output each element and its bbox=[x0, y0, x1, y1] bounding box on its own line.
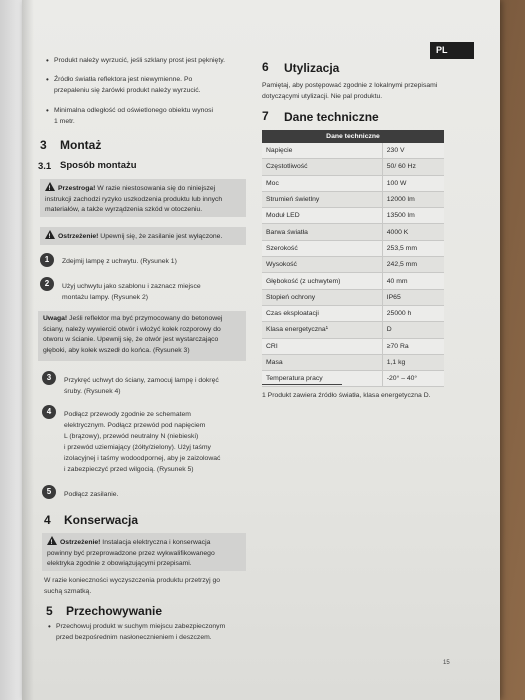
step-text: Użyj uchwytu jako szablonu i zaznacz miejsce bbox=[62, 283, 201, 290]
language-tab: PL bbox=[430, 42, 474, 59]
bullet-continuation: przepaleniu się żarówki produkt należy wyrzucić. bbox=[54, 87, 201, 94]
step-number-circle: 3 bbox=[42, 371, 56, 385]
note-box bbox=[38, 311, 246, 361]
spec-label: Stopień ochrony bbox=[262, 289, 382, 305]
table-row bbox=[262, 208, 444, 224]
caution-box bbox=[40, 179, 246, 217]
note-text: Jeśli reflektor ma być przymocowany do betonowej bbox=[67, 315, 223, 322]
table-row bbox=[262, 305, 444, 321]
caution-text: materiałów, a także wyrządzenia szkód w otoczeniu. bbox=[45, 206, 203, 213]
spec-label: CRI bbox=[262, 338, 382, 354]
bullet-continuation: 1 metr. bbox=[54, 118, 75, 125]
table-row bbox=[262, 143, 444, 159]
section-number: 6 bbox=[262, 60, 269, 74]
section-title-konserwacja: Konserwacja bbox=[64, 513, 139, 527]
spec-label: Masa bbox=[262, 354, 382, 370]
spec-value: 4000 K bbox=[382, 224, 444, 240]
step-text: Podłącz zasilanie. bbox=[64, 491, 119, 498]
section-number: 7 bbox=[262, 109, 269, 123]
footnote-separator bbox=[262, 384, 342, 385]
warning-text: Instalacja elektryczna i konserwacja bbox=[100, 539, 211, 546]
spec-label: Moc bbox=[262, 175, 382, 191]
bullet-item: • Źródło światła reflektora jest niewymienne. Po bbox=[54, 75, 192, 86]
step-number-circle: 1 bbox=[40, 253, 54, 267]
section-title-montaz: Montaż bbox=[60, 138, 102, 152]
section-title-przechowywanie: Przechowywanie bbox=[66, 604, 163, 618]
note-text: otworu w ścianie. Upewnij się, że otwór jest wystarczająco bbox=[43, 336, 219, 343]
table-row bbox=[262, 289, 444, 305]
spec-label: Barwa światła bbox=[262, 224, 382, 240]
warning-box-maintenance bbox=[42, 533, 246, 571]
table-header: Dane techniczne bbox=[262, 130, 444, 143]
spec-value: 13500 lm bbox=[382, 208, 444, 224]
previous-page-edge bbox=[0, 0, 22, 700]
spec-label: Klasa energetyczna¹ bbox=[262, 322, 382, 338]
spec-value: 12000 lm bbox=[382, 191, 444, 207]
spec-value: 100 W bbox=[382, 175, 444, 191]
bullet-continuation: przed bezpośrednim nasłonecznieniem i deszczem. bbox=[56, 634, 212, 641]
body-text: dotyczącymi utylizacji. Nie pal produktu. bbox=[262, 93, 383, 100]
spec-value: 253,5 mm bbox=[382, 240, 444, 256]
spec-value: 242,5 mm bbox=[382, 257, 444, 273]
subsection-number: 3.1 bbox=[38, 161, 52, 172]
table-row bbox=[262, 257, 444, 273]
warning-label: Ostrzeżenie! bbox=[60, 539, 101, 546]
caution-text: W razie niestosowania się do niniejszej bbox=[95, 185, 216, 192]
section-number: 5 bbox=[46, 604, 53, 618]
warning-box-power bbox=[40, 227, 246, 245]
section-number: 4 bbox=[44, 513, 51, 527]
table-row bbox=[262, 224, 444, 240]
spec-label: Szerokość bbox=[262, 240, 382, 256]
spec-value: 50/ 60 Hz bbox=[382, 159, 444, 175]
body-text: W razie konieczności wyczyszczenia produktu przetrzyj go bbox=[44, 577, 221, 584]
spec-value: 25000 h bbox=[382, 305, 444, 321]
table-body bbox=[262, 143, 444, 387]
spec-label: Temperatura pracy bbox=[262, 371, 382, 387]
step-text: elektrycznym. Podłącz przewód pod napięciem bbox=[64, 422, 206, 429]
spec-value: 230 V bbox=[382, 143, 444, 159]
warning-text: elektryka zgodnie z obowiązującymi przepisami. bbox=[47, 560, 192, 567]
spec-value: 40 mm bbox=[382, 273, 444, 289]
footnote: 1 Produkt zawiera źródło światła, klasa energetyczna D. bbox=[262, 392, 431, 399]
subsection-title: Sposób montażu bbox=[60, 160, 137, 171]
warning-icon: ! bbox=[45, 230, 55, 239]
step-number-circle: 2 bbox=[40, 277, 54, 291]
spec-label: Częstotliwość bbox=[262, 159, 382, 175]
page-gutter-shadow bbox=[22, 0, 34, 700]
step-number-circle: 4 bbox=[42, 405, 56, 419]
spec-value: -20° – 40° bbox=[382, 371, 444, 387]
body-text: Pamiętaj, aby postępować zgodnie z lokalnymi przepisami bbox=[262, 82, 438, 89]
bullet-item: • Minimalna odległość od oświetlonego obiektu wynosi bbox=[54, 106, 213, 117]
table-row bbox=[262, 159, 444, 175]
section-title-utylizacja: Utylizacja bbox=[284, 61, 340, 75]
bullet-item: • Produkt należy wyrzucić, jeśli szklany prost jest pęknięty. bbox=[54, 56, 225, 67]
warning-text: Upewnij się, że zasilanie jest wyłączone. bbox=[98, 233, 223, 240]
step-text: śruby. (Rysunek 4) bbox=[64, 388, 121, 395]
warning-icon: ! bbox=[47, 536, 57, 545]
table-row bbox=[262, 354, 444, 370]
spec-label: Strumień świetlny bbox=[262, 191, 382, 207]
spec-value: D bbox=[382, 322, 444, 338]
caution-label: Przestroga! bbox=[58, 185, 96, 192]
step-number-circle: 5 bbox=[42, 485, 56, 499]
bullet-item: • Przechowuj produkt w suchym miejscu zabezpieczonym bbox=[56, 622, 225, 633]
table-row bbox=[262, 191, 444, 207]
step-text: Przykręć uchwyt do ściany, zamocuj lampę i dokręć bbox=[64, 377, 219, 384]
step-text: i przewód uziemiający (żółty/zielony). Użyj taśmy bbox=[64, 444, 211, 451]
technical-data-table bbox=[262, 130, 444, 387]
spec-value: IP65 bbox=[382, 289, 444, 305]
spec-label: Moduł LED bbox=[262, 208, 382, 224]
note-label: Uwaga! bbox=[43, 315, 68, 322]
section-number: 3 bbox=[40, 138, 47, 152]
table-row bbox=[262, 338, 444, 354]
step-text: L (brązowy), przewód neutralny N (niebieski) bbox=[64, 433, 199, 440]
warning-label: Ostrzeżenie! bbox=[58, 233, 99, 240]
section-title-dane-techniczne: Dane techniczne bbox=[284, 110, 379, 124]
table-row bbox=[262, 322, 444, 338]
spec-label: Głębokość (z uchwytem) bbox=[262, 273, 382, 289]
body-text: suchą szmatką. bbox=[44, 588, 92, 595]
spec-label: Wysokość bbox=[262, 257, 382, 273]
step-text: montażu lampy. (Rysunek 2) bbox=[62, 294, 148, 301]
table-row bbox=[262, 175, 444, 191]
note-text: ściany, należy wywiercić otwór i włożyć kołek rozporowy do bbox=[43, 325, 221, 333]
warning-icon: ! bbox=[45, 182, 55, 191]
table-row bbox=[262, 240, 444, 256]
page-number: 15 bbox=[443, 660, 450, 666]
warning-text: powinny być przeprowadzone przez wykwalifikowanego bbox=[47, 549, 215, 557]
caution-text: instrukcji zachodzi ryzyko uszkodzenia produktu lub innych bbox=[45, 195, 223, 203]
table-row bbox=[262, 273, 444, 289]
step-text: i zabezpieczyć przed wilgocią. (Rysunek 5) bbox=[64, 466, 194, 473]
spec-value: 1,1 kg bbox=[382, 354, 444, 370]
step-text: izolacyjnej i taśmy wodoodpornej, aby je zaizolować bbox=[64, 455, 221, 462]
note-text: głęboki, aby kołek wszedł do końca. (Rysunek 3) bbox=[43, 346, 190, 354]
step-text: Podłącz przewody zgodnie ze schematem bbox=[64, 411, 191, 418]
step-text: Zdejmij lampę z uchwytu. (Rysunek 1) bbox=[62, 258, 177, 265]
spec-label: Czas eksploatacji bbox=[262, 305, 382, 321]
spec-label: Napięcie bbox=[262, 143, 382, 159]
spec-value: ≥70 Ra bbox=[382, 338, 444, 354]
